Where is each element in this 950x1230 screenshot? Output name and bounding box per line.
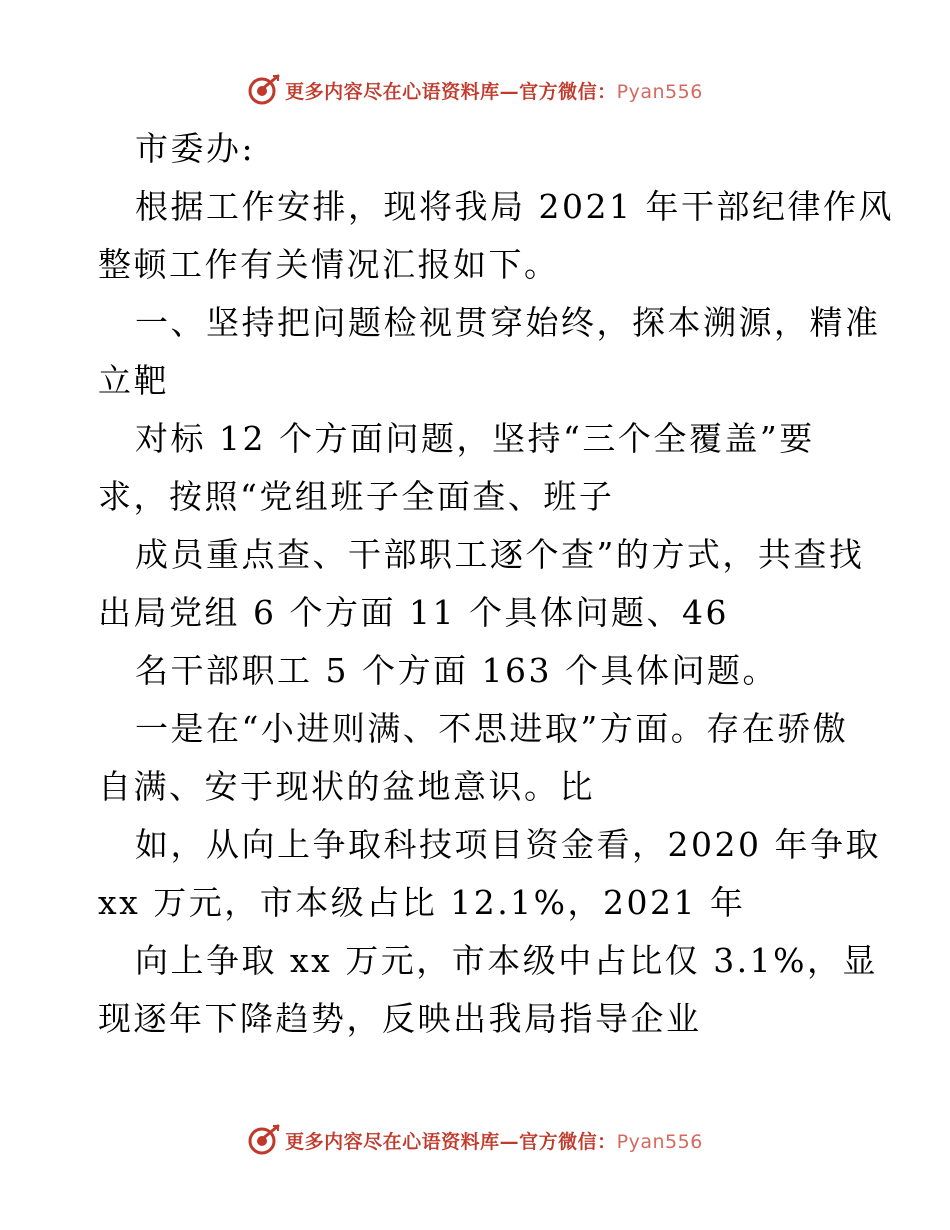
text-line: 求，按照“党组班子全面查、班子: [98, 477, 615, 516]
text-line: 如，从向上争取科技项目资金看，2020 年争取: [135, 825, 881, 864]
text-line: 整顿工作有关情况汇报如下。: [98, 245, 560, 284]
text-line: 一是在“小进则满、不思进取”方面。存在骄傲: [135, 709, 849, 748]
text-line: xx 万元，市本级占比 12.1%，2021 年: [98, 883, 746, 922]
text-line: 一、坚持把问题检视贯穿始终，探本溯源，精准: [135, 303, 881, 342]
watermark-logo-icon: [247, 73, 281, 107]
text-line: 现逐年下降趋势，反映出我局指导企业: [98, 999, 702, 1038]
text-line: 名干部职工 5 个方面 163 个具体问题。: [135, 651, 778, 690]
text-line: 成员重点查、干部职工逐个查”的方式，共查找: [135, 535, 865, 574]
footer-watermark: [0, 1120, 950, 1160]
text-line: 向上争取 xx 万元，市本级中占比仅 3.1%，显: [135, 941, 879, 980]
text-line: 自满、安于现状的盆地意识。比: [98, 767, 595, 806]
watermark-logo-icon: [247, 1123, 281, 1157]
text-line: 根据工作安排，现将我局 2021 年干部纪律作风: [135, 187, 894, 226]
header-watermark: [0, 70, 950, 110]
document-body: [98, 120, 894, 1048]
watermark-text: 更多内容尽在心语资料库—官方微信：Pyan556: [285, 80, 703, 103]
text-line: 出局党组 6 个方面 11 个具体问题、46: [98, 593, 729, 632]
text-line: 立靶: [98, 361, 169, 400]
text-line: 对标 12 个方面问题，坚持“三个全覆盖”要: [135, 419, 815, 458]
watermark-text: 更多内容尽在心语资料库—官方微信：Pyan556: [285, 1130, 703, 1153]
text-line: 市委办:: [135, 129, 256, 168]
